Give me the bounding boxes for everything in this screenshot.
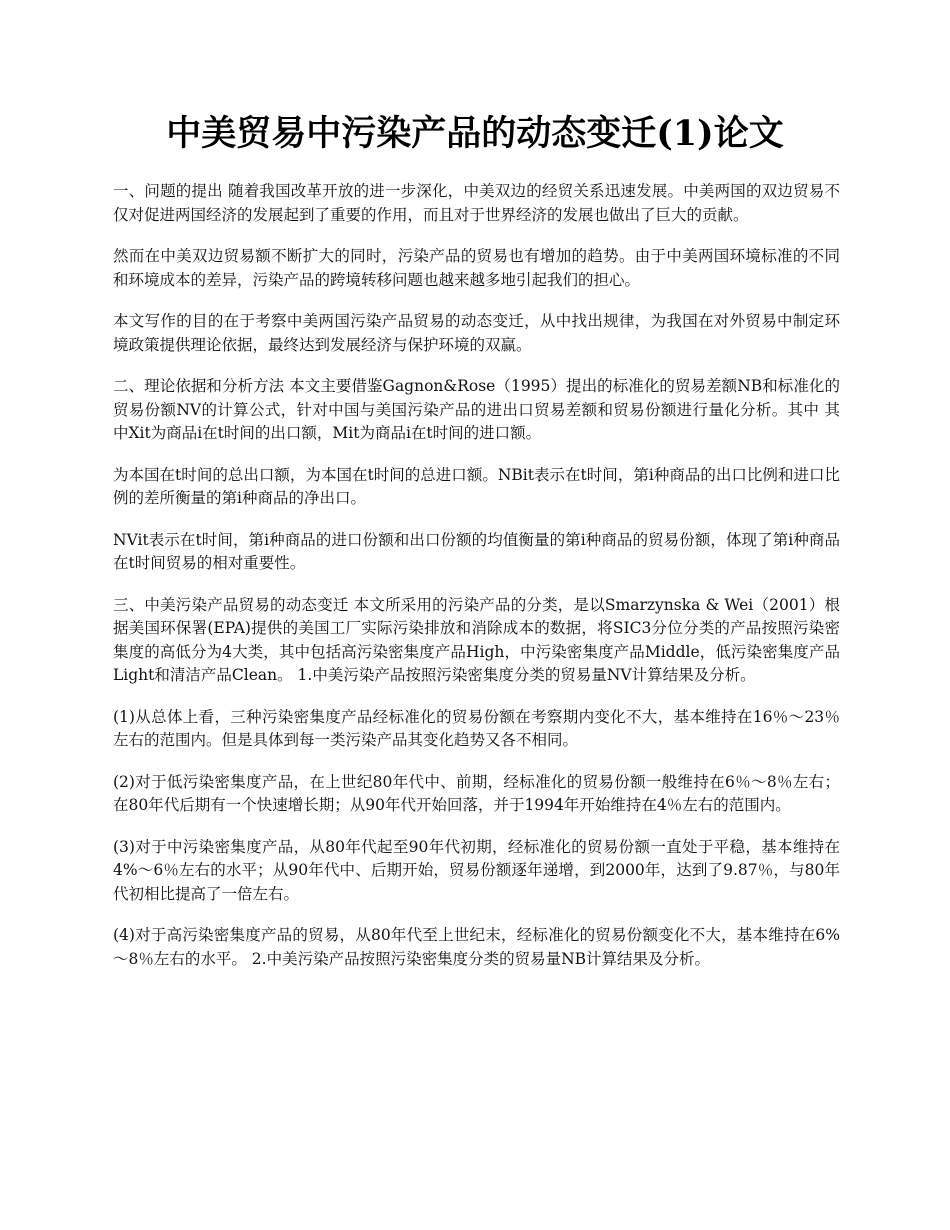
document-body bbox=[113, 180, 840, 989]
paragraph-2: 然而在中美双边贸易额不断扩大的同时，污染产品的贸易也有增加的趋势。由于中美两国环境标准的不同和环境成本的差异，污染产品的跨境转移问题也越来越多地引起我们的担心。 bbox=[113, 247, 840, 289]
paragraph-11: (4)对于高污染密集度产品的贸易，从80年代至上世纪末，经标准化的贸易份额变化不大，基本维持在6%～8％左右的水平。 2.中美污染产品按照污染密集度分类的贸易量NB计算结果及分析。 bbox=[113, 926, 840, 968]
paragraph-1: 一、问题的提出 随着我国改革开放的进一步深化，中美双边的经贸关系迅速发展。中美两国的双边贸易不仅对促进两国经济的发展起到了重要的作用，而且对于世界经济的发展也做出了巨大的贡献。 bbox=[113, 182, 840, 224]
paragraph-3: 本文写作的目的在于考察中美两国污染产品贸易的动态变迁，从中找出规律，为我国在对外贸易中制定环境政策提供理论依据，最终达到发展经济与保护环境的双赢。 bbox=[113, 312, 840, 354]
document-title: 中美贸易中污染产品的动态变迁(1)论文 bbox=[166, 113, 784, 154]
paragraph-6: NVit表示在t时间，第i种商品的进口份额和出口份额的均值衡量的第i种商品的贸易份额，体现了第i种商品在t时间贸易的相对重要性。 bbox=[113, 530, 840, 572]
paragraph-9: (2)对于低污染密集度产品，在上世纪80年代中、前期，经标准化的贸易份额一般维持在6％～8％左右；在80年代后期有一个快速增长期；从90年代开始回落，并于1994年开始维持在4％左右的范围内。 bbox=[113, 772, 840, 814]
paragraph-5: 为本国在t时间的总出口额，为本国在t时间的总进口额。NBit表示在t时间，第i种商品的出口比例和进口比例的差所衡量的第i种商品的净出口。 bbox=[113, 465, 840, 507]
paragraph-4: 二、理论依据和分析方法 本文主要借鉴Gagnon&Rose（1995）提出的标准化的贸易差额NB和标准化的贸易份额NV的计算公式，针对中国与美国污染产品的进出口贸易差额和贸易份额进行量化分析。其中 其中Xit为商品i在t时间的出口额，Mit为商品i在t时间的进口额。 bbox=[113, 377, 840, 442]
paragraph-10: (3)对于中污染密集度产品，从80年代起至90年代初期，经标准化的贸易份额一直处于平稳，基本维持在4%～6％左右的水平；从90年代中、后期开始，贸易份额逐年递增，到2000年，达到了9.87％，与80年代初相比提高了一倍左右。 bbox=[113, 837, 840, 903]
paragraph-8: (1)从总体上看，三种污染密集度产品经标准化的贸易份额在考察期内变化不大，基本维持在16％～23％左右的范围内。但是具体到每一类污染产品其变化趋势又各不相同。 bbox=[113, 707, 840, 749]
paragraph-7: 三、中美污染产品贸易的动态变迁 本文所采用的污染产品的分类，是以Smarzynska & Wei（2001）根据美国环保署(EPA)提供的美国工厂实际污染排放和消除成本的数据，将SIC3分位分类的产品按照污染密集度的高低分为4大类，其中包括高污染密集度产品High，中污染密集度产品Middle，低污染密集度产品Light和清洁产品Clean。 1.中美污染产品按照污染密集度分类的贸易量NV计算结果及分析。 bbox=[113, 595, 840, 684]
